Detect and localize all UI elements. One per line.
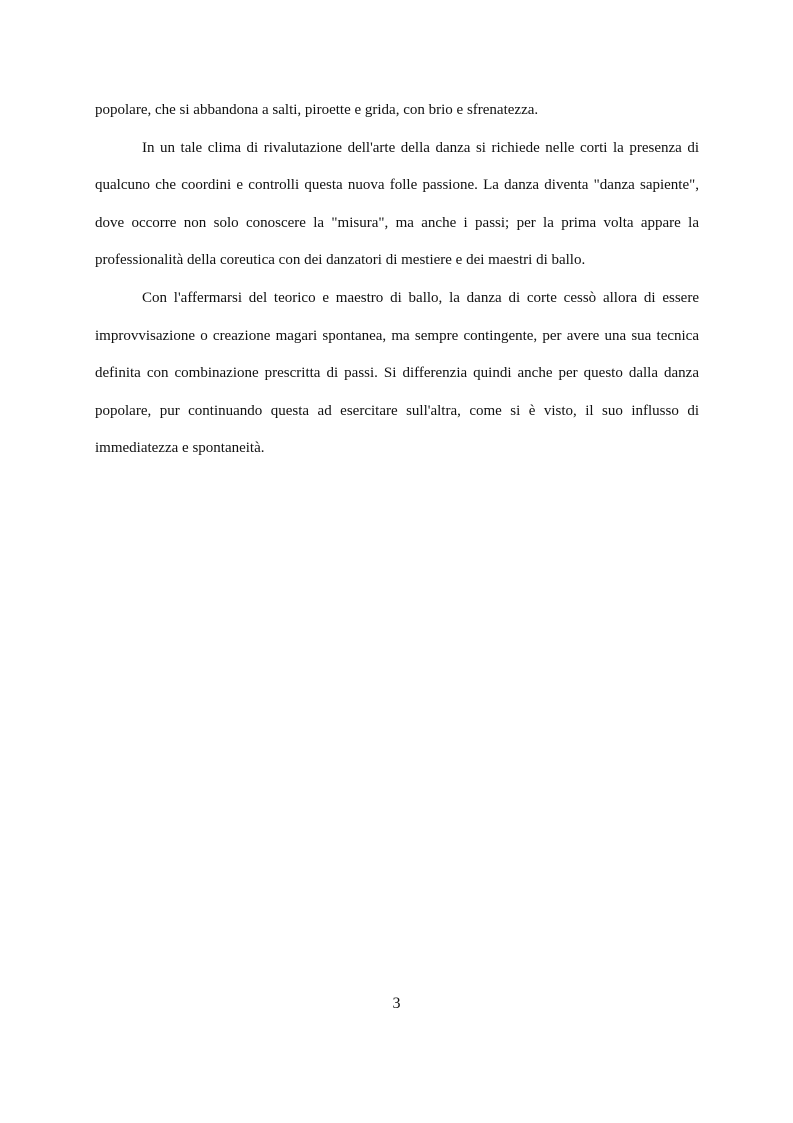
body-text — [95, 92, 699, 468]
paragraph-clima: In un tale clima di rivalutazione dell'arte della danza si richiede nelle corti la presenza di qualcuno che coordini e controlli questa nuova folle passione. La danza diventa "danza sapiente", dove occorre non solo conoscere la "misura", ma anche i passi; per la prima volta appare la professionalità della coreutica con dei danzatori di mestiere e dei maestri di ballo. — [95, 139, 699, 269]
paragraph-continuation: popolare, che si abbandona a salti, piroette e grida, con brio e sfrenatezza. — [95, 102, 539, 118]
page-number: 3 — [392, 995, 401, 1012]
paragraph-maestro: Con l'affermarsi del teorico e maestro di ballo, la danza di corte cessò allora di essere improvvisazione o creazione magari spontanea, ma sempre contingente, per avere una sua tecnica definita con combinazione prescritta di passi. Si differenzia quindi anche per questo dalla danza popolare, pur continuando questa ad esercitare sull'altra, come si è visto, il suo influsso di immediatezza e spontaneità. — [95, 289, 699, 457]
